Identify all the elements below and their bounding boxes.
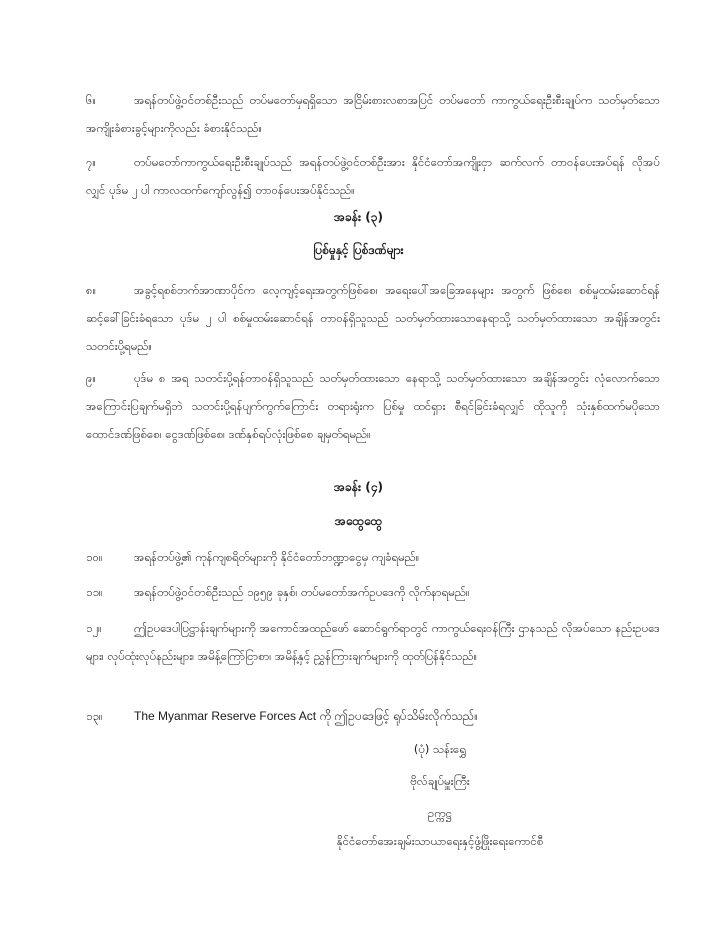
paragraph-text: အရန်တပ်ဖွဲ့ဝင်တစ်ဦးသည် ၁၉၅၉ ခုနှစ်၊ တပ်မတော်အက်ဥပဒေကို လိုက်နာရမည်။ — [134, 585, 470, 599]
chapter-4-subtitle: အထွေထွေ — [334, 514, 383, 528]
paragraph-10 — [86, 543, 660, 571]
paragraph-12 — [86, 614, 660, 670]
paragraph-number: ၁၁။ — [86, 585, 103, 599]
paragraph-text: ဤဥပဒေပါပြဋ္ဌာန်းချက်များကို အကောင်အထည်ဖော် ဆောင်ရွက်ရာတွင် ကာကွယ်ရေးဝန်ကြီး ဌာနသည် လိုအပ်သော နည်းဥပဒေများ၊ လုပ်ထုံးလုပ်နည်းများ၊ အမိန့်ကြော်ငြာစာ၊ အမိန့်နှင့် ညွှန်ကြားချက်များကို ထုတ်ပြန်နိုင်သည်။ — [86, 621, 660, 663]
paragraph-9 — [86, 364, 660, 448]
signature-title: ဥက္ကဋ္ဌ — [428, 806, 452, 820]
signature-organization: နိုင်ငံတော်အေးချမ်းသာယာရေးနှင့်ဖွံ့ဖြိုးရေးကောင်စီ — [336, 834, 544, 848]
paragraph-6 — [86, 86, 660, 142]
paragraph-text: အရန်တပ်ဖွဲ့ဝင်တစ်ဦးသည် တပ်မတော်မှရရှိသော အငြိမ်းစားလစာအပြင် တပ်မတော် ကာကွယ်ရေးဦးစီးချုပ်က သတ်မှတ်သော အကျိုးခံစားခွင့်များကိုလည်း ခံစားနိုင်သည်။ — [86, 93, 660, 135]
paragraph-number: ၁၂။ — [86, 621, 102, 635]
chapter-4-title: အခန်း (၄) — [334, 480, 383, 494]
chapter-3-subtitle: ပြစ်မှုနှင့် ပြစ်ဒဏ်များ — [313, 243, 404, 257]
paragraph-text: အခွင့်ရစစ်ဘက်အာဏာပိုင်က လေ့ကျင့်ရေးအတွက်ဖြစ်စေ၊ အရေးပေါ်အခြေအနေများ အတွက် ဖြစ်စေ၊ စစ်မှုထမ်းဆောင်ရန် ဆင့်ခေါ်ခြင်းခံရသော ပုဒ်မ ၂ ပါ စစ်မှုထမ်းဆောင်ရန် တာဝန်ရှိသူသည် သတ်မှတ်ထားသောနေရာသို့ သတ်မှတ်ထားသော အချိန်အတွင်း သတင်းပို့ရမည်။ — [86, 283, 660, 353]
paragraph-text: ပုဒ်မ ၈ အရ သတင်းပို့ရန်တာဝန်ရှိသူသည် သတ်မှတ်ထားသော နေရာသို့ သတ်မှတ်ထားသော အချိန်အတွင်း လုံလောက်သော အကြောင်းပြချက်မရှိဘဲ သတင်းပို့ရန်ပျက်ကွက်ကြောင်း တရားရုံးက ပြစ်မှု ထင်ရှား စီရင်ခြင်းခံရလျှင် ထိုသူကို သုံးနှစ်ထက်မပိုသော ထောင်ဒဏ်ဖြစ်စေ၊ ငွေဒဏ်ဖြစ်စေ၊ ဒဏ်နှစ်ရပ်လုံးဖြစ်စေ ချမှတ်ရမည်။ — [86, 371, 660, 441]
paragraph-number: ၇။ — [86, 155, 96, 169]
paragraph-number: ၉။ — [86, 371, 96, 385]
paragraph-number: ၁၃။ — [86, 709, 103, 723]
paragraph-11 — [86, 578, 660, 606]
paragraph-text: The Myanmar Reserve Forces Act ကို ဤဥပဒေဖြင့် ရုပ်သိမ်းလိုက်သည်။ — [134, 709, 479, 723]
paragraph-text: အရန်တပ်ဖွဲ့၏ ကုန်ကျစရိတ်များကို နိုင်ငံတော်ဘဏ္ဍာငွေမှ ကျခံရမည်။ — [134, 550, 420, 564]
paragraph-number: ၁၀။ — [86, 550, 103, 564]
paragraph-8 — [86, 276, 660, 360]
signature-rank: ဗိုလ်ချုပ်မှူးကြီး — [410, 774, 470, 788]
paragraph-number: ၈။ — [86, 283, 97, 297]
paragraph-number: ၆။ — [86, 93, 96, 107]
chapter-3-title: အခန်း (၃) — [334, 210, 383, 224]
paragraph-7 — [86, 148, 660, 204]
paragraph-13 — [86, 702, 660, 730]
signature-name: (ပုံ) သန်းရွှေ — [413, 742, 467, 756]
paragraph-text: တပ်မတော်ကာကွယ်ရေးဦးစီးချုပ်သည် အရန်တပ်ဖွဲ့ဝင်တစ်ဦးအား နိုင်ငံတော်အကျိုးငှာ ဆက်လက် တာဝန်ပေးအပ်ရန် လိုအပ်လျှင် ပုဒ်မ ၂ ပါ ကာလထက်ကျော်လွန်၍ တာဝန်ပေးအပ်နိုင်သည်။ — [86, 155, 660, 197]
